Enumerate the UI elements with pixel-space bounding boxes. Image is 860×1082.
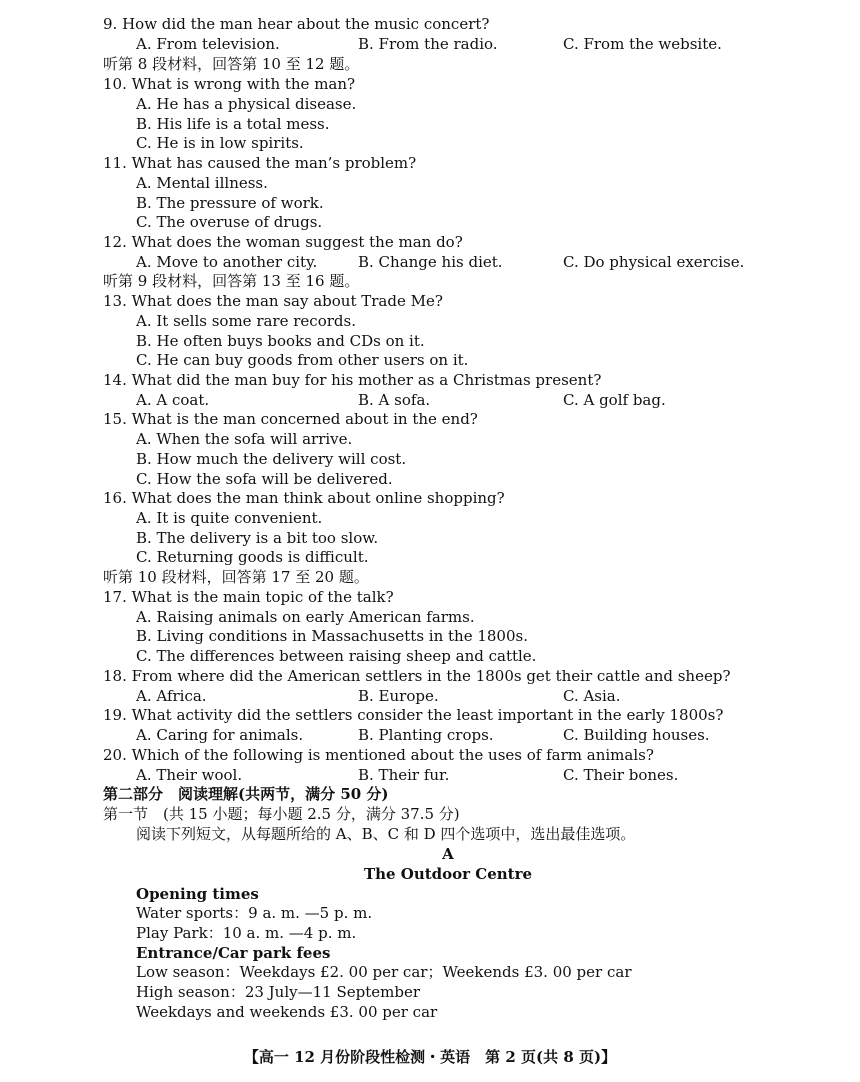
option-12b: B. Change his diet. xyxy=(358,253,503,271)
option-20a: A. Their wool. xyxy=(136,766,243,784)
question-12: 12. What does the woman suggest the man do? xyxy=(103,233,463,251)
fees-line-weekdays-weekends: Weekdays and weekends £3. 00 per car xyxy=(136,1003,438,1021)
option-17a: A. Raising animals on early American farms. xyxy=(136,608,475,626)
option-13c: C. He can buy goods from other users on it. xyxy=(136,351,469,369)
option-19a: A. Caring for animals. xyxy=(136,726,304,744)
question-9: 9. How did the man hear about the music concert? xyxy=(103,15,490,33)
opening-times-heading: Opening times xyxy=(136,885,259,903)
question-16: 16. What does the man think about online shopping? xyxy=(103,489,505,507)
part-2-heading: 第二部分 阅读理解(共两节，满分 50 分) xyxy=(103,785,389,803)
option-12a: A. Move to another city. xyxy=(136,253,318,271)
question-20: 20. Which of the following is mentioned about the uses of farm animals? xyxy=(103,746,654,764)
opening-line-play-park: Play Park：10 a. m. —4 p. m. xyxy=(136,924,357,942)
option-14b: B. A sofa. xyxy=(358,391,431,409)
option-9b: B. From the radio. xyxy=(358,35,498,53)
option-15b: B. How much the delivery will cost. xyxy=(136,450,407,468)
fees-line-high-season: High season：23 July—11 September xyxy=(136,983,421,1001)
part-2-section-1-heading: 第一节 (共 15 小题；每小题 2.5 分，满分 37.5 分) xyxy=(103,805,460,823)
page-footer: 【高一 12 月份阶段性检测・英语 第 2 页(共 8 页)】 xyxy=(243,1048,617,1066)
question-15: 15. What is the man concerned about in the end? xyxy=(103,410,478,428)
option-9c: C. From the website. xyxy=(563,35,722,53)
option-18b: B. Europe. xyxy=(358,687,439,705)
option-20b: B. Their fur. xyxy=(358,766,450,784)
option-11a: A. Mental illness. xyxy=(136,174,268,192)
question-18: 18. From where did the American settlers in the 1800s get their cattle and sheep? xyxy=(103,667,731,685)
option-18a: A. Africa. xyxy=(136,687,207,705)
option-10b: B. His life is a total mess. xyxy=(136,115,330,133)
option-10c: C. He is in low spirits. xyxy=(136,134,304,152)
option-11b: B. The pressure of work. xyxy=(136,194,324,212)
option-15c: C. How the sofa will be delivered. xyxy=(136,470,393,488)
option-9a: A. From television. xyxy=(136,35,280,53)
question-19: 19. What activity did the settlers consider the least important in the early 1800s? xyxy=(103,706,724,724)
option-18c: C. Asia. xyxy=(563,687,621,705)
option-14a: A. A coat. xyxy=(136,391,210,409)
passage-letter: A xyxy=(442,845,454,863)
fees-heading: Entrance/Car park fees xyxy=(136,944,331,962)
option-19c: C. Building houses. xyxy=(563,726,710,744)
option-16b: B. The delivery is a bit too slow. xyxy=(136,529,379,547)
question-10: 10. What is wrong with the man? xyxy=(103,75,356,93)
question-11: 11. What has caused the man’s problem? xyxy=(103,154,417,172)
option-16a: A. It is quite convenient. xyxy=(136,509,323,527)
opening-line-water-sports: Water sports：9 a. m. —5 p. m. xyxy=(136,904,373,922)
option-12c: C. Do physical exercise. xyxy=(563,253,745,271)
passage-title: The Outdoor Centre xyxy=(363,865,533,883)
option-13b: B. He often buys books and CDs on it. xyxy=(136,332,425,350)
option-17b: B. Living conditions in Massachusetts in the 1800s. xyxy=(136,627,528,645)
option-10a: A. He has a physical disease. xyxy=(136,95,357,113)
section-9-heading: 听第 9 段材料，回答第 13 至 16 题。 xyxy=(103,272,360,290)
reading-instruction: 阅读下列短文，从每题所给的 A、B、C 和 D 四个选项中，选出最佳选项。 xyxy=(136,825,636,843)
option-17c: C. The differences between raising sheep and cattle. xyxy=(136,647,537,665)
question-13: 13. What does the man say about Trade Me? xyxy=(103,292,443,310)
option-11c: C. The overuse of drugs. xyxy=(136,213,323,231)
question-17: 17. What is the main topic of the talk? xyxy=(103,588,394,606)
fees-line-low-season: Low season：Weekdays £2. 00 per car；Weekends £3. 00 per car xyxy=(136,963,632,981)
question-14: 14. What did the man buy for his mother as a Christmas present? xyxy=(103,371,602,389)
section-10-heading: 听第 10 段材料，回答第 17 至 20 题。 xyxy=(103,568,369,586)
option-13a: A. It sells some rare records. xyxy=(136,312,356,330)
option-19b: B. Planting crops. xyxy=(358,726,494,744)
option-15a: A. When the sofa will arrive. xyxy=(136,430,353,448)
option-14c: C. A golf bag. xyxy=(563,391,666,409)
section-8-heading: 听第 8 段材料，回答第 10 至 12 题。 xyxy=(103,55,360,73)
option-20c: C. Their bones. xyxy=(563,766,679,784)
option-16c: C. Returning goods is difficult. xyxy=(136,548,369,566)
